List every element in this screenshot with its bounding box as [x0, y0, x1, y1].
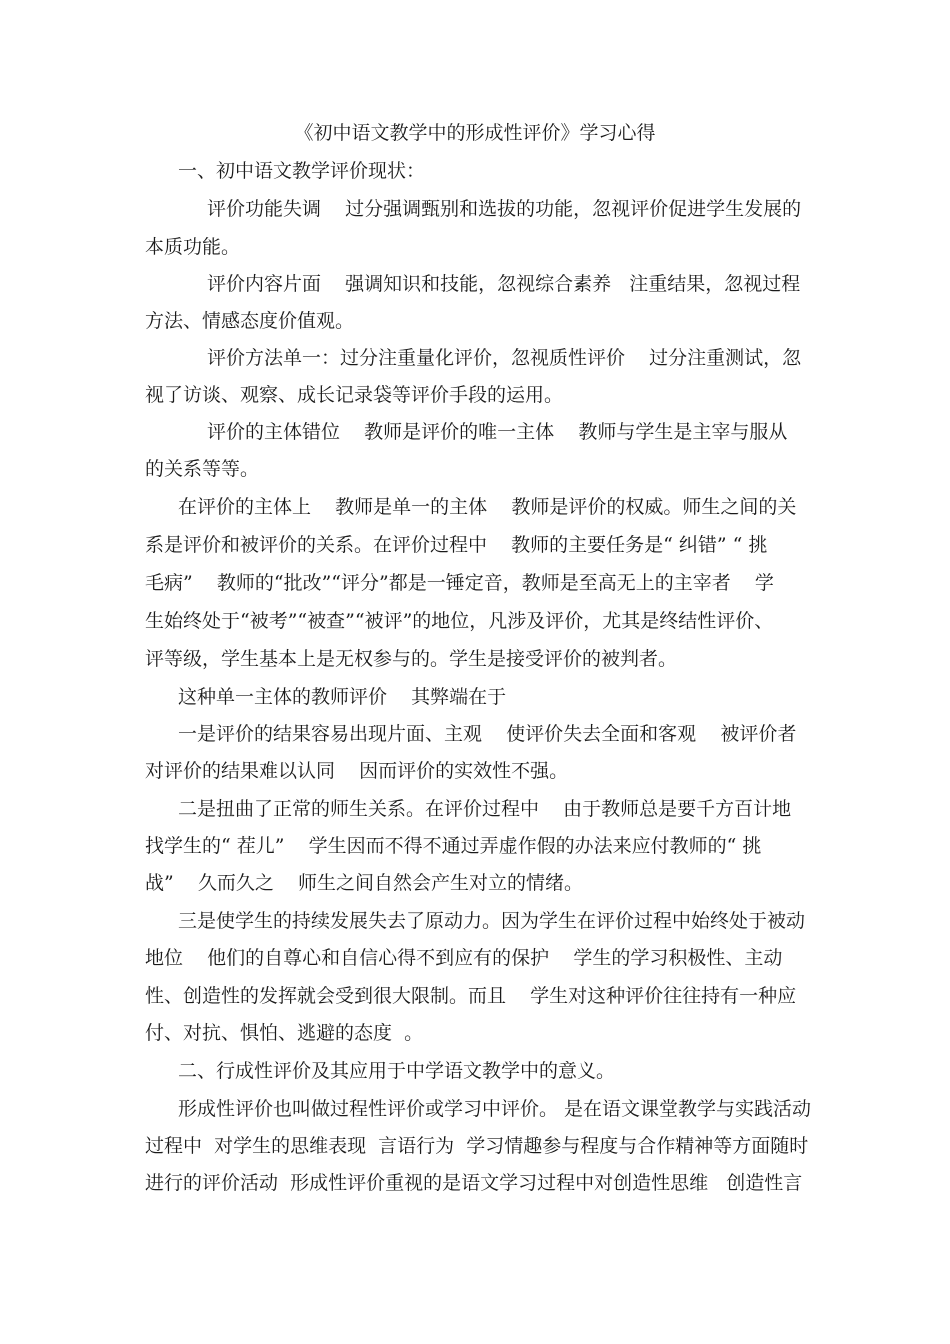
- paragraph-line: 评价的主体错位 教师是评价的唯一主体 教师与学生是主宰与服从: [207, 421, 788, 443]
- section-heading: 二、行成性评价及其应用于中学语文教学中的意义。: [178, 1060, 616, 1082]
- paragraph-line: 二是扭曲了正常的师生关系。在评价过程中 由于教师总是要千方百计地: [178, 798, 792, 820]
- paragraph-line: 地位 他们的自尊心和自信心得不到应有的保护 学生的学习积极性、主动: [145, 947, 783, 969]
- paragraph-line: 视了访谈、观察、成长记录袋等评价手段的运用。: [145, 384, 564, 406]
- paragraph-line: 在评价的主体上 教师是单一的主体 教师是评价的权威。师生之间的关: [178, 496, 797, 518]
- paragraph-line: 一是评价的结果容易出现片面、主观 使评价失去全面和客观 被评价者: [178, 723, 797, 745]
- paragraph-line: 形成性评价也叫做过程性评价或学习中评价。 是在语文课堂教学与实践活动: [178, 1098, 812, 1120]
- paragraph-line: 对评价的结果难以认同 因而评价的实效性不强。: [145, 760, 569, 782]
- section-heading: 一、初中语文教学评价现状：: [178, 160, 426, 182]
- paragraph-line: 本质功能。: [145, 236, 241, 258]
- paragraph-line: 评价内容片面 强调知识和技能，忽视综合素养 注重结果，忽视过程: [207, 273, 801, 295]
- paragraph-line: 的关系等等。: [145, 458, 260, 480]
- paragraph-line: 找学生的“ 茬儿” 学生因而不得不通过弄虚作假的办法来应付教师的“ 挑: [145, 835, 762, 857]
- paragraph-line: 系是评价和被评价的关系。在评价过程中 教师的主要任务是“ 纠错” “ 挑: [145, 534, 768, 556]
- paragraph-line: 三是使学生的持续发展失去了原动力。因为学生在评价过程中始终处于被动: [178, 910, 806, 932]
- paragraph-line: 生始终处于“被考”“被查”“被评”的地位，凡涉及评价，尤其是终结性评价、: [145, 610, 774, 632]
- paragraph-line: 评等级，学生基本上是无权参与的。学生是接受评价的被判者。: [145, 648, 678, 670]
- paragraph-line: 过程中 对学生的思维表现 言语行为 学习情趣参与程度与合作精神等方面随时: [145, 1135, 809, 1157]
- paragraph-line: 评价功能失调 过分强调甄别和选拔的功能，忽视评价促进学生发展的: [207, 198, 802, 220]
- paragraph-line: 战” 久而久之 师生之间自然会产生对立的情绪。: [145, 872, 584, 894]
- paragraph-line: 方法、情感态度价值观。: [145, 310, 355, 332]
- paragraph-line: 评价方法单一：过分注重量化评价，忽视质性评价 过分注重测试，忽: [207, 347, 802, 369]
- paragraph-line: 毛病” 教师的“批改”“评分”都是一锤定音，教师是至高无上的主宰者 学: [145, 572, 774, 594]
- paragraph-line: 这种单一主体的教师评价 其弊端在于: [178, 686, 507, 708]
- document-title: 《初中语文教学中的形成性评价》学习心得: [294, 122, 656, 144]
- paragraph-line: 进行的评价活动 形成性评价重视的是语文学习过程中对创造性思维 创造性言: [145, 1172, 803, 1194]
- paragraph-line: 性、创造性的发挥就会受到很大限制。而且 学生对这种评价往往持有一种应: [145, 985, 797, 1007]
- paragraph-line: 付、对抗、惧怕、逃避的态度 。: [145, 1022, 424, 1044]
